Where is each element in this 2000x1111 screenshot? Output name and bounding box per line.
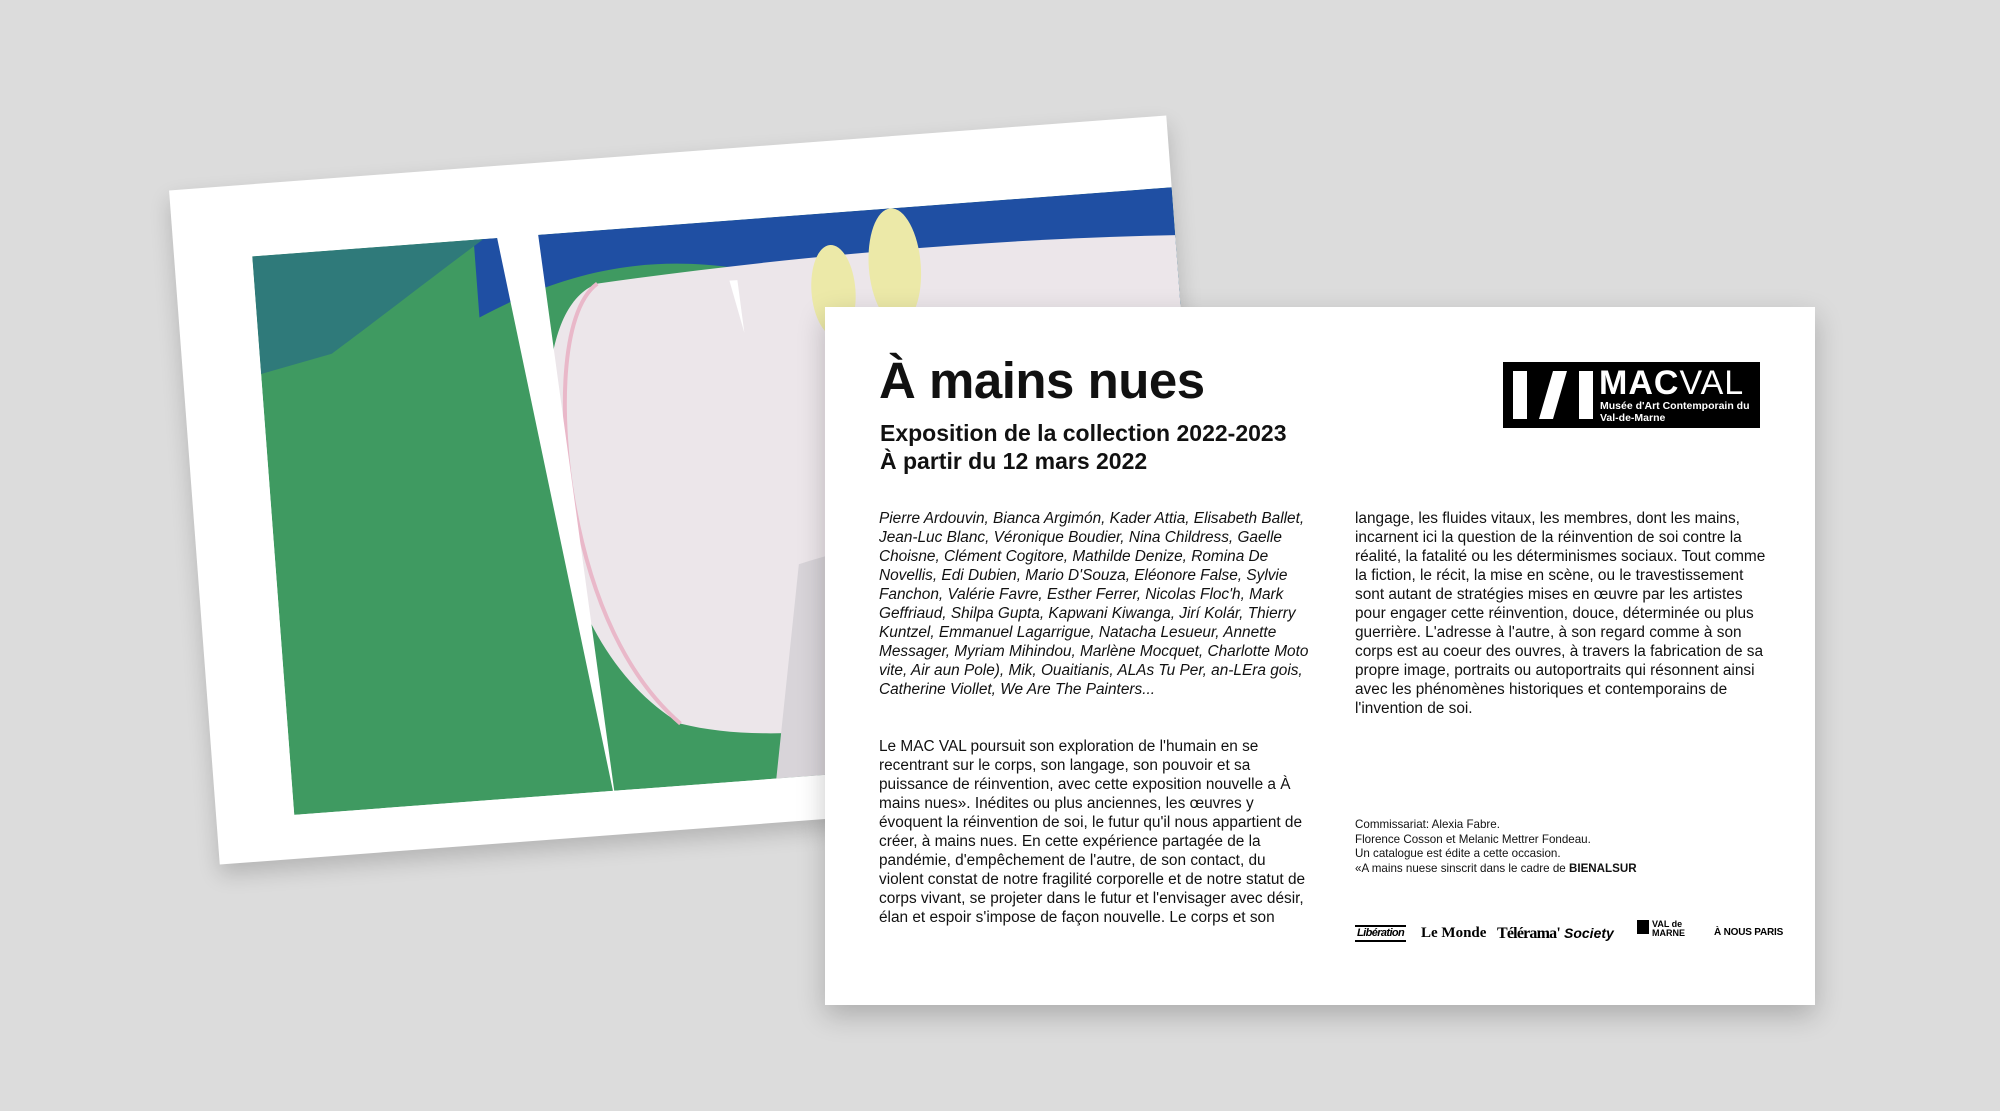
subtitle-date: À partir du 12 mars 2022 — [880, 448, 1148, 474]
logo-subtitle: Musée d'Art Contemporain du Val-de-Marne — [1600, 400, 1750, 424]
macval-logo — [1503, 362, 1760, 428]
sponsor-nousparis: À NOUS PARIS — [1714, 927, 1784, 938]
sponsor-society: Society — [1564, 925, 1614, 941]
sponsor-liberation: Libération — [1355, 925, 1406, 942]
sponsor-valdemarne: VAL de MARNE — [1637, 920, 1685, 938]
artists-list: Pierre Ardouvin, Bianca Argimón, Kader Attia, Elisabeth Ballet, Jean-Luc Blanc, Véronique Boudier, Nina Childress, Gaelle Choisne, Clément Cogitore, Mathilde Denize, Romina De Novellis, Edi Dubien, Mario D'Souza, Eléonore False, Sylvie Fanchon, Valérie Favre, Esther Ferrer, Nicolas Floc'h, Mark Geffriaud, Shilpa Gupta, Kapwani Kiwanga, Jirí Kolár, Thierry Kuntzel, Emmanuel Lagarrigue, Natacha Lesueur, Annette Messager, Myriam Mihindou, Marlène Mocquet, Charlotte Moto vite, Air aun Pole), Mik, Ouaitianis, ALAs Tu Per, an-LEra gois, Catherine Viollet, We Are The Painters... — [879, 510, 1309, 698]
sponsor-lemonde: Le Monde — [1421, 925, 1487, 941]
macval-logo-icon — [1513, 371, 1593, 419]
credits-bienalsur: «A mains nuese sinscrit dans le cadre de BIENALSUR — [1355, 861, 1637, 875]
exhibition-title: À mains nues — [879, 352, 1205, 409]
credits-curator: Commissariat: Alexia Fabre. — [1355, 818, 1500, 831]
sponsor-logos — [1355, 919, 1784, 948]
exhibition-subtitle — [880, 419, 1287, 475]
valdemarne-icon — [1637, 920, 1649, 934]
intro-text: Le MAC VAL poursuit son exploration de l'humain en se recentrant sur le corps, son langage, son pouvoir et sa puissance de réinvention, avec cette exposition nouvelle a À mains nues». Inédites ou plus anciennes, les œuvres y évoquent la réinvention de soi, le futur qu'il nous appartient de créer, à mains nues. En cette expérience partagée de la pandémie, d'empêchement de l'autre, de son contact, du violent constat de notre fragilité corporelle et de notre statut de corps vivant, se projeter dans le futur et l'envisager avec désir, élan et espoir s'impose de façon nouvelle. Le corps et son — [879, 738, 1306, 926]
subtitle-collection: Exposition de la collection 2022-2023 — [880, 420, 1287, 446]
postcard-front — [825, 307, 1815, 1005]
credits-catalogue: Un catalogue est édite a cette occasion. — [1355, 847, 1561, 860]
logo-wordmark: MACVAL — [1599, 364, 1745, 402]
credits-collaborators: Florence Cosson et Melanic Mettrer Fondeau. — [1355, 832, 1591, 846]
continued-text: langage, les fluides vitaux, les membres, dont les mains, incarnent ici la question de la réinvention de soi contre la réalité, la fatalité ou les déterminismes sociaux. Tout comme la fiction, le récit, la mise en scène, ou le travestissement sont autant de stratégies mises en œuvre par les artistes pour engager cette réinvention, douce, déterminée ou plus guerrière. L'adresse à l'autre, à son regard comme à son corps est au coeur des ouvres, à travers la fabrication de sa propre image, portraits ou autoportraits qui résonnent ainsi avec les phénomènes historiques et contemporains de l'invention de soi. — [1355, 510, 1766, 717]
sponsor-telerama: Télérama' — [1497, 925, 1560, 942]
credits — [1355, 818, 1775, 876]
